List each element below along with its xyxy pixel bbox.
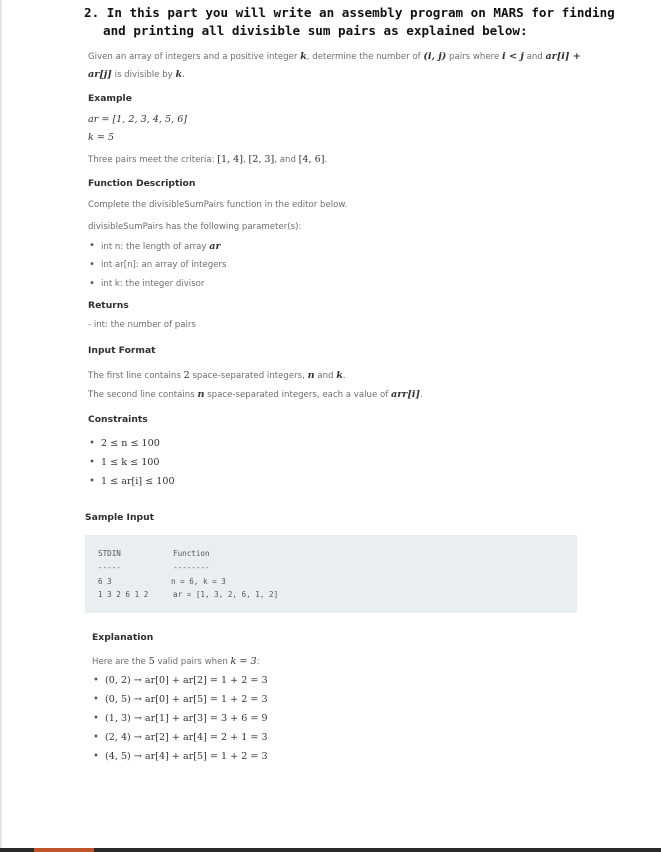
example-heading: Example bbox=[88, 93, 132, 104]
question-title bbox=[84, 4, 644, 40]
explanation-pair-5: • (4, 5) → ar[4] + ar[5] = 1 + 2 = 3 bbox=[105, 751, 268, 762]
input-text: . bbox=[420, 390, 423, 400]
stdin-line-2: 1 3 2 6 1 2 bbox=[98, 590, 149, 599]
stdin-rule: ----- bbox=[98, 563, 121, 572]
example-end: . bbox=[324, 155, 328, 165]
function-description-heading: Function Description bbox=[88, 178, 196, 189]
intro-text: and bbox=[526, 52, 543, 62]
input-format-heading: Input Format bbox=[88, 345, 156, 356]
intro-text: . bbox=[182, 70, 185, 80]
constraint-ar: • 1 ≤ ar[i] ≤ 100 bbox=[101, 476, 175, 487]
function-line-1: n = 6, k = 3 bbox=[171, 577, 226, 586]
explanation-text: valid pairs when bbox=[157, 657, 228, 667]
constraint-k: • 1 ≤ k ≤ 100 bbox=[101, 457, 160, 468]
example-k bbox=[88, 132, 114, 143]
params-intro: divisibleSumPairs has the following parameter(s): bbox=[88, 222, 302, 232]
intro-line-1 bbox=[88, 51, 581, 62]
function-rule: -------- bbox=[173, 563, 210, 572]
function-header: Function bbox=[173, 549, 210, 558]
input-var-n: n bbox=[197, 389, 205, 400]
var-pair: (i, j) bbox=[423, 51, 447, 62]
param-n bbox=[101, 241, 221, 252]
example-meet: Three pairs meet the criteria: [1, 4], [2, 3], and [4, 6]. bbox=[88, 154, 328, 165]
constraints-heading: Constraints bbox=[88, 414, 148, 425]
sample-input-code-block bbox=[85, 535, 577, 613]
sample-input-heading: Sample Input bbox=[85, 512, 155, 523]
var-arj: ar[j] bbox=[88, 69, 112, 80]
input-text: and bbox=[317, 371, 334, 381]
stdin-line-1: 6 3 bbox=[98, 577, 112, 586]
explanation-text: Here are the bbox=[92, 657, 146, 667]
returns-heading: Returns bbox=[88, 300, 129, 311]
input-num: 2 bbox=[183, 370, 190, 381]
intro-text: , determine the number of bbox=[306, 52, 421, 62]
returns-text: - int: the number of pairs bbox=[88, 320, 196, 330]
var-cond: i < j bbox=[501, 51, 524, 62]
var-k: k bbox=[175, 69, 183, 80]
input-var-arr: arr[i] bbox=[391, 389, 421, 400]
input-text: space-separated integers, each a value of bbox=[207, 390, 389, 400]
left-border bbox=[0, 0, 2, 852]
var-ari: ar[i] + bbox=[545, 51, 581, 62]
input-text: . bbox=[342, 371, 346, 381]
intro-text: Given an array of integers and a positive integer bbox=[88, 52, 298, 62]
question-line-1: 2. In this part you will write an assembly program on MARS for finding bbox=[84, 5, 615, 20]
explanation-pair-1: • (0, 2) → ar[0] + ar[2] = 1 + 2 = 3 bbox=[105, 675, 268, 686]
explanation-heading: Explanation bbox=[92, 632, 154, 643]
input-format-line-2 bbox=[88, 389, 423, 400]
explanation-count: 5 bbox=[148, 656, 155, 667]
explanation-intro bbox=[92, 656, 260, 667]
param-ar: • int ar[n]: an array of integers bbox=[101, 260, 226, 270]
example-ar bbox=[88, 114, 187, 125]
constraint-n: • 2 ≤ n ≤ 100 bbox=[101, 438, 160, 449]
param-k: • int k: the integer divisor bbox=[101, 279, 204, 289]
explanation-pair-2: • (0, 5) → ar[0] + ar[5] = 1 + 2 = 3 bbox=[105, 694, 268, 705]
bottom-accent bbox=[34, 848, 94, 852]
example-pair-1: [1, 4] bbox=[217, 154, 243, 165]
explanation-k: k = 3 bbox=[230, 656, 257, 667]
example-and: , and bbox=[274, 155, 296, 165]
stdin-header: STDIN bbox=[98, 549, 121, 558]
input-text: The second line contains bbox=[88, 390, 195, 400]
input-text: space-separated integers, bbox=[192, 371, 305, 381]
example-ar-value: ar = [1, 2, 3, 4, 5, 6] bbox=[88, 114, 188, 125]
param-n-var: ar bbox=[209, 241, 221, 252]
example-pair-2: [2, 3] bbox=[248, 154, 275, 165]
bottom-bar bbox=[0, 848, 661, 852]
function-line-2: ar = [1, 3, 2, 6, 1, 2] bbox=[173, 590, 279, 599]
intro-text: pairs where bbox=[449, 52, 500, 62]
example-k-value: k = 5 bbox=[88, 132, 115, 143]
explanation-pair-4: • (2, 4) → ar[2] + ar[4] = 2 + 1 = 3 bbox=[105, 732, 268, 743]
intro-text: is divisible by bbox=[114, 70, 173, 80]
input-var-k: k bbox=[336, 370, 343, 381]
input-var-n: n bbox=[307, 370, 315, 381]
param-n-text: int n: the length of array bbox=[101, 242, 207, 252]
function-description-text: Complete the divisibleSumPairs function in the editor below. bbox=[88, 200, 348, 210]
var-k: k bbox=[300, 51, 307, 62]
intro-line-2 bbox=[88, 69, 185, 80]
question-line-2: and printing all divisible sum pairs as explained below: bbox=[103, 23, 528, 38]
explanation-pair-3: • (1, 3) → ar[1] + ar[3] = 3 + 6 = 9 bbox=[105, 713, 268, 724]
input-format-line-1 bbox=[88, 370, 346, 381]
example-pair-3: [4, 6] bbox=[298, 154, 325, 165]
example-meet-text: Three pairs meet the criteria: bbox=[88, 155, 215, 165]
explanation-text: : bbox=[256, 657, 260, 667]
input-text: The first line contains bbox=[88, 371, 181, 381]
